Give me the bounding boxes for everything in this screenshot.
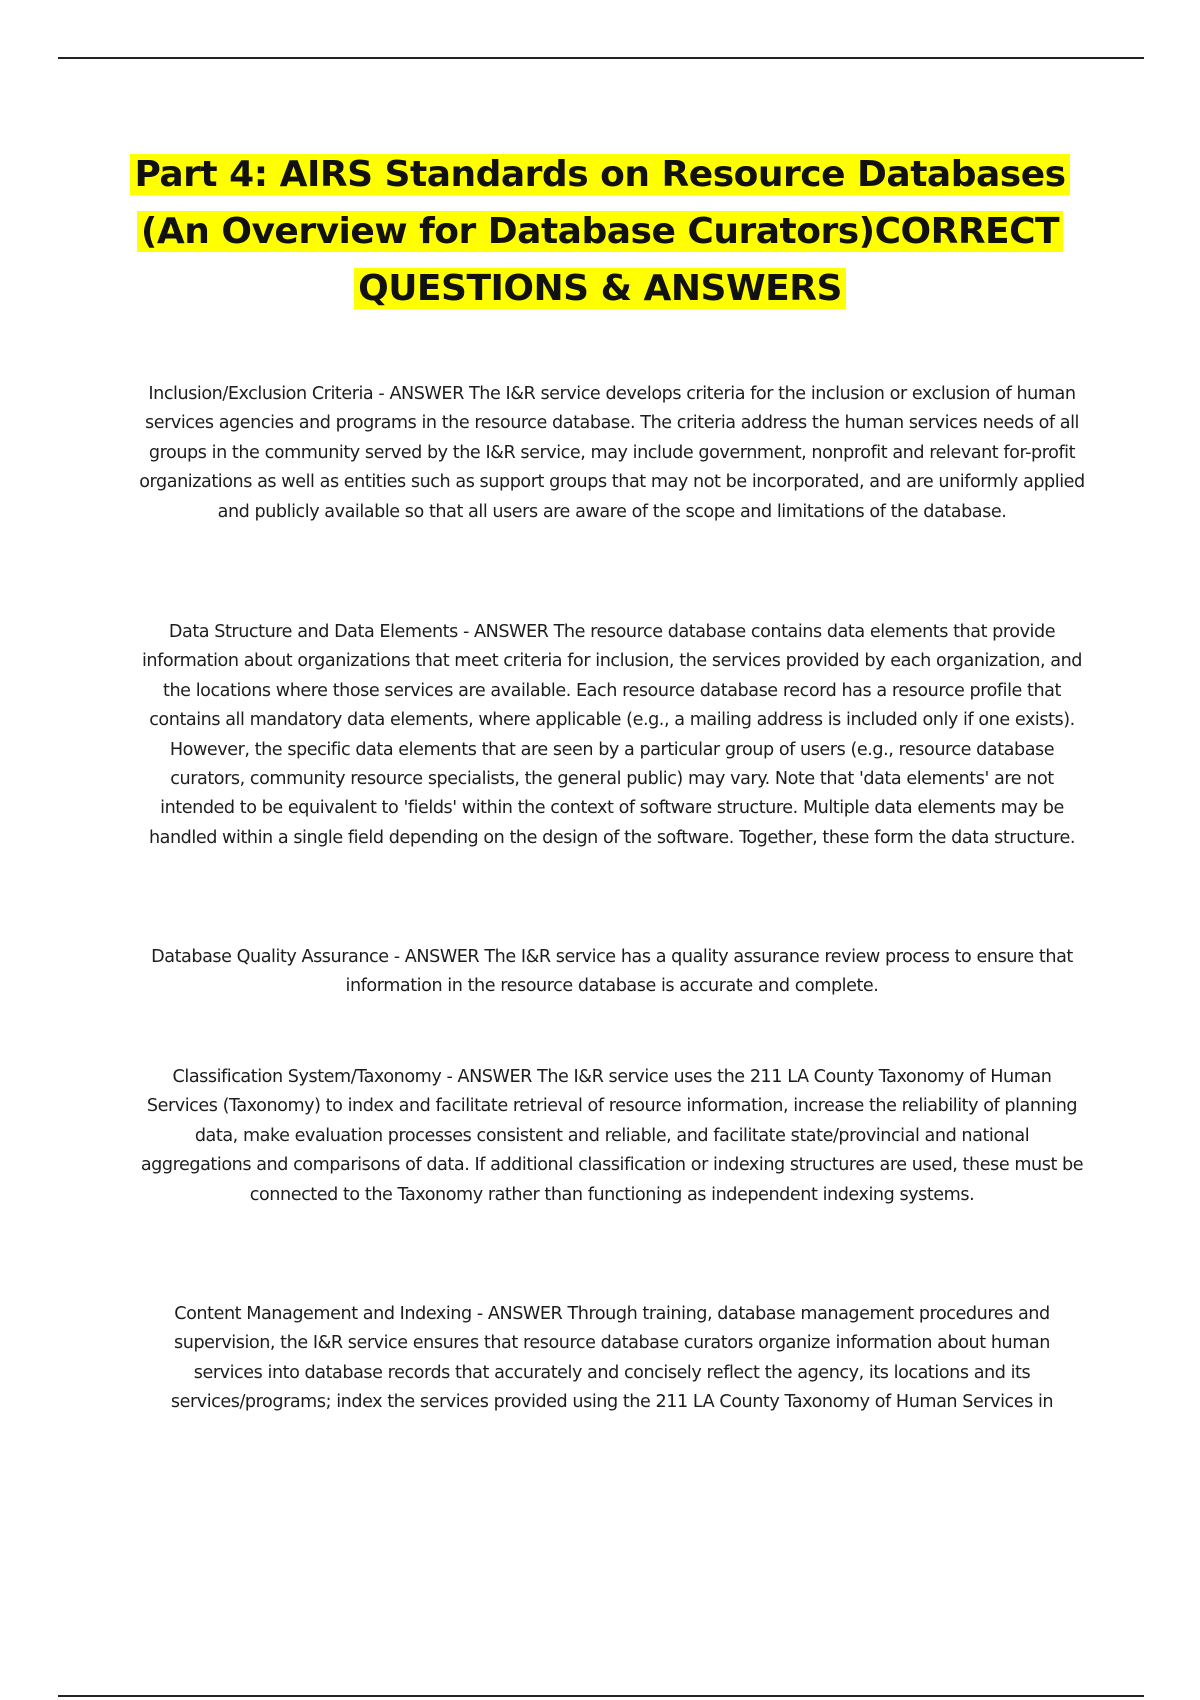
qa-answer: Through training, database management procedures and supervision, the I&R service ensures that resource database curators organize information about human services into database records that accurately and concisely reflect the agency, its locations and its services/programs; index the services provided using the 211 LA County Taxonomy of Human Services in [170,1304,1054,1413]
answer-separator: - ANSWER [388,947,485,967]
qa-term: Inclusion/Exclusion Criteria [148,384,374,404]
answer-separator: - ANSWER [441,1067,538,1087]
qa-term: Classification System/Taxonomy [172,1067,442,1087]
bottom-rule [58,1695,1144,1697]
qa-answer: The resource database contains data elements that provide information about organizations that meet criteria for inclusion, the services provided by each organization, and the locations where those services are available. Each resource database record has a resource profile that contains all mandatory data elements, where applicable (e.g., a mailing address is included only if one exists). However, the specific data elements that are seen by a particular group of users (e.g., resource database curators, community resource specialists, the general public) may vary. Note that 'data elements' are not intended to be equivalent to 'fields' within the context of software structure. Multiple data elements may be handled within a single field depending on the design of the software. Together, these form the data structure. [141,622,1083,848]
qa-entry-content-management [138,1300,1086,1418]
qa-entry-inclusion-exclusion [138,380,1086,527]
qa-answer: The I&R service uses the 211 LA County Taxonomy of Human Services (Taxonomy) to index and facilitate retrieval of resource information, increase the reliability of planning data, make evaluation processes consistent and reliable, and facilitate state/provincial and national aggregations and comparisons of data. If additional classification or indexing structures are used, these must be connected to the Taxonomy rather than functioning as independent indexing systems. [140,1067,1084,1205]
answer-separator: - ANSWER [471,1304,568,1324]
answer-separator: - ANSWER [373,384,469,404]
title-highlight: Part 4: AIRS Standards on Resource Databases (An Overview for Database Curators)CORRECT QUESTIONS & ANSWERS [130,154,1069,309]
top-rule [58,57,1144,59]
qa-term: Database Quality Assurance [151,947,389,967]
qa-entry-data-structure [138,618,1086,853]
document-title [120,146,1080,317]
qa-term: Content Management and Indexing [174,1304,472,1324]
qa-term: Data Structure and Data Elements [168,622,458,642]
qa-answer: The I&R service develops criteria for the inclusion or exclusion of human services agencies and programs in the resource database. The criteria address the human services needs of all groups in the community served by the I&R service, may include government, nonprofit and relevant for-profit organizations as well as entities such as support groups that may not be incorporated, and are uniformly applied and publicly available so that all users are aware of the scope and limitations of the database. [139,384,1085,522]
answer-separator: - ANSWER [457,622,554,642]
qa-entry-quality-assurance [138,943,1086,1002]
qa-entry-taxonomy [138,1063,1086,1210]
qa-answer: The I&R service has a quality assurance review process to ensure that information in the resource database is accurate and complete. [345,947,1073,997]
